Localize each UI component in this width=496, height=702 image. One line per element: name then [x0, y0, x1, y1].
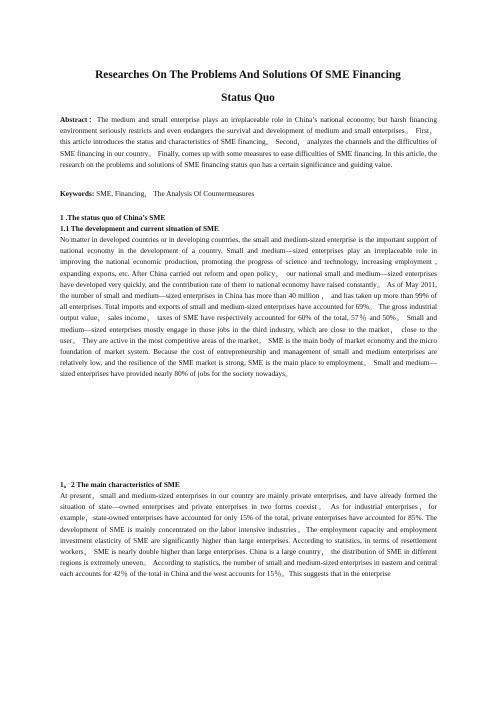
document-title-continuation: Status Quo [221, 92, 275, 104]
section-1-2-paragraph: At present，small and medium-sized enterprises in our country are mainly private enterprises, and have already formed the situation of state—owned enterprises and private enterprises in two forms coexist。 As for industrial enterprises，for example，state-owned enterprises have accounted for only 15% of the total, private enterprises have accounted for 85%. The development of SME is mainly concentrated on the labor intensive industries。The employment capacity and employment investment elasticity of SME are significantly higher than large enterprises. According to statistics, in terms of resettlement workers， SME is nearly double higher than large enterprises. China is a large country， the distribution of SME in different regions is extremely uneven。 According to statistics, the number of small and medium-sized enterprises in eastern and central each accounts for 42％ of the total in China and the west accounts for 15％。This suggests that in the enterprise [60, 491, 437, 579]
section-heading-1: 1 .The status quo of China’s SME [60, 213, 166, 222]
abstract-text: The medium and small enterprise plays an irreplaceable role in China’s national economy, but harsh financing environment seriously restricts and even endangers the survival and development of medium and small enterprises。 First， this article introduces the status and characteristics of SME financing。 Second， analyzes the channels and the difficulties of SME financing in our country。 Finally, comes up with some measures to ease difficulties of SME financing. In this article, the research on the problems and solutions of SME financing status quo has a certain significance and guiding value. [60, 115, 437, 169]
keywords-label: Keywords: [60, 189, 95, 198]
abstract-label: Abstract： [60, 115, 97, 124]
section-1-1-paragraph: No matter in developed countries or in developing countries, the small and medium-sized enterprise is the important support of national economy in the development of a country. Small and medium—sized enterprises play an irreplaceable role in improving the national economic production, promoting the progress of science and technology, increasing employment , expanding exports, etc. After China carried out reform and open policy， our national small and medium—sized enterprises have developed very quickly, and the contribution rate of them to national economy have raised constantly。 As of May 2011, the number of small and medium—sized enterprises in China has more than 40 million ， and has taken up more than 99% of all enterprises. Total imports and exports of small and medium-sized enterprises have accounted for 69%。 The gross industrial output value， sales income， taxes of SME have respectively accounted for 60% of the total, 57％ and 50%。 Small and medium—sized enterprises mostly engage in those jobs in the third industry, which are close to the market， close to the user。 They are active in the most competitive areas of the market。 SME is the main body of market economy and the micro foundation of market system. Because the cost of entrepreneurship and management of small and medium enterprises are relatively low, and the resilience of the SME market is strong, SME is the main place to employment。 Small and medium—sized enterprises have provided nearly 80% of jobs for the society nowadays。 [60, 235, 437, 379]
section-heading-1-1: 1.1 The development and current situation of SME [60, 224, 219, 233]
section-heading-1-2: 1。2 The main characteristics of SME [60, 480, 180, 489]
document-title: Researches On The Problems And Solutions Of SME Financing [95, 69, 401, 81]
abstract [60, 114, 437, 170]
keywords-text: SME, Financing， The Analysis Of Countermeasures [94, 189, 255, 198]
keywords [60, 188, 437, 199]
